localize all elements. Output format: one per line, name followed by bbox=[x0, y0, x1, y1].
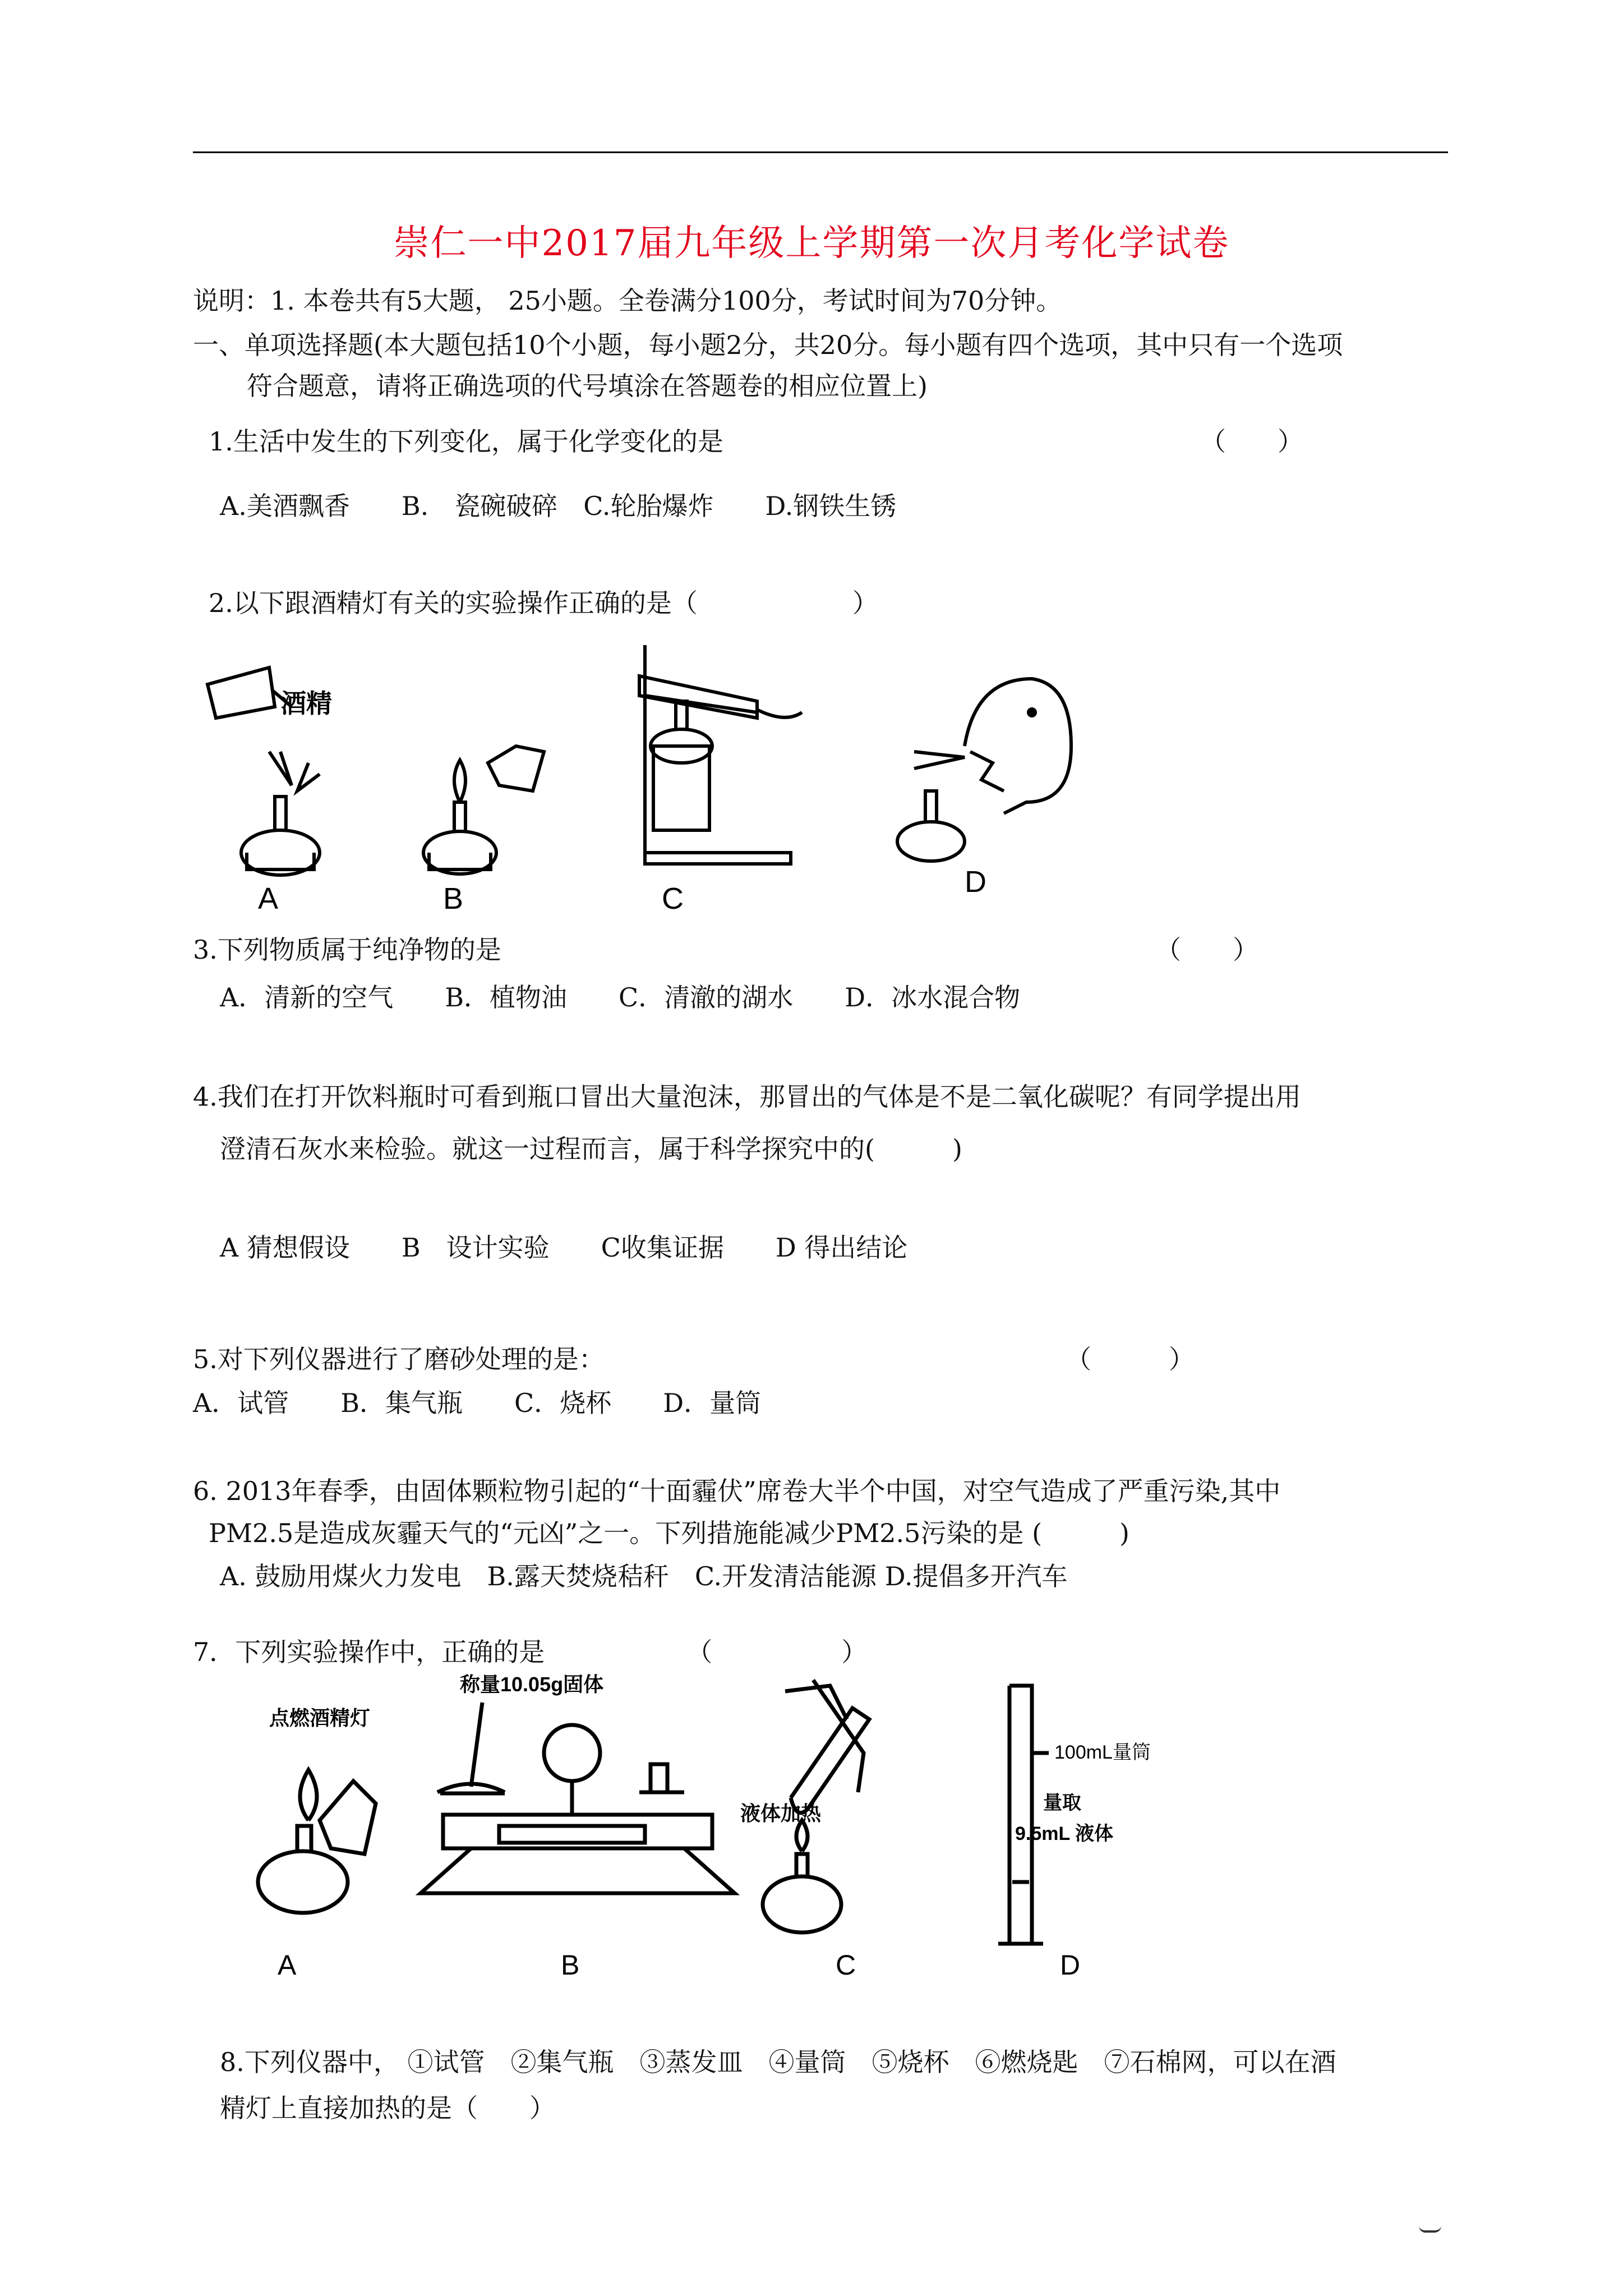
q1-stem: 1.生活中发生的下列变化，属于化学变化的是 bbox=[209, 426, 723, 457]
section-1-heading-cont: 符合题意，请将正确选项的代号填涂在答题卷的相应位置上) bbox=[247, 371, 928, 401]
q2-fig-b-label: B bbox=[443, 882, 464, 914]
q8-stem-line2: 精灯上直接加热的是（ ） bbox=[220, 2093, 555, 2123]
q4-stem-line1: 4.我们在打开饮料瓶时可看到瓶口冒出大量泡沫，那冒出的气体是不是二氧化碳呢？有同学提出用 bbox=[193, 1082, 1301, 1112]
q7-fig-weigh-label: 称量10.05g固体 bbox=[460, 1673, 604, 1696]
q1-answer-paren: （ ） bbox=[1200, 426, 1303, 457]
q2-fig-c-stand bbox=[639, 645, 802, 864]
q2-fig-alcohol-label: 酒精 bbox=[280, 689, 332, 718]
q2-fig-b-lamp bbox=[423, 746, 544, 874]
q7-fig-light-label: 点燃酒精灯 bbox=[269, 1706, 371, 1729]
q5-stem: 5.对下列仪器进行了磨砂处理的是： bbox=[193, 1344, 605, 1374]
q7-fig-take-label: 量取 bbox=[1043, 1792, 1081, 1814]
q6-stem-line2: PM2.5是造成灰霾天气的“元凶”之一。下列措施能减少PM2.5污染的是 ( ) bbox=[209, 1518, 1129, 1548]
q7-fig-c-label: C bbox=[836, 1949, 856, 1981]
q4-options: A 猜想假设 B 设计实验 C收集证据 D 得出结论 bbox=[220, 1232, 908, 1263]
q7-fig-d-label: D bbox=[1060, 1949, 1081, 1981]
q2-stem: 2.以下跟酒精灯有关的实验操作正确的是（ ） bbox=[209, 588, 878, 618]
q7-fig-a-label: A bbox=[278, 1949, 297, 1981]
q7-figure bbox=[236, 1669, 1200, 1989]
q7-fig-d-cylinder bbox=[998, 1686, 1049, 1944]
header-rule bbox=[193, 151, 1448, 153]
q7-fig-heat-label: 液体加热 bbox=[740, 1802, 822, 1825]
q2-fig-d-person bbox=[897, 679, 1071, 861]
q4-stem-line2: 澄清石灰水来检验。就这一过程而言，属于科学探究中的( ) bbox=[220, 1134, 962, 1164]
q7-fig-cylinder-label: 100mL量筒 bbox=[1054, 1742, 1151, 1763]
q7-stem: 7．下列实验操作中，正确的是 （ ） bbox=[193, 1637, 868, 1667]
q5-answer-paren: （ ） bbox=[1066, 1344, 1195, 1374]
q2-fig-d-label: D bbox=[965, 865, 986, 899]
q1-options: A.美酒飘香 B. 瓷碗破碎 C.轮胎爆炸 D.钢铁生锈 bbox=[220, 491, 897, 521]
exam-instructions: 说明：1. 本卷共有5大题， 25小题。全卷满分100分，考试时间为70分钟。 bbox=[193, 286, 1062, 316]
q3-stem: 3.下列物质属于纯净物的是 bbox=[193, 935, 501, 965]
q8-stem-line1: 8.下列仪器中， ①试管 ②集气瓶 ③蒸发皿 ④量筒 ⑤烧杯 ⑥燃烧匙 ⑦石棉网，可以在酒 bbox=[220, 2047, 1336, 2077]
q7-fig-b-label: B bbox=[561, 1949, 580, 1981]
q6-stem-line1: 6. 2013年春季，由固体颗粒物引起的“十面霾伏”席卷大半个中国，对空气造成了严重污染,其中 bbox=[193, 1476, 1281, 1506]
q7-fig-b-balance bbox=[421, 1703, 735, 1893]
q2-fig-c-label: C bbox=[662, 882, 684, 914]
page-ornament bbox=[1419, 2226, 1441, 2233]
q3-options: A．清新的空气 B．植物油 C．清澈的湖水 D．冰水混合物 bbox=[220, 982, 1021, 1013]
q7-fig-a-lamps bbox=[258, 1770, 376, 1913]
q7-fig-volume-label: 9.5mL 液体 bbox=[1015, 1823, 1114, 1844]
q2-fig-a-label: A bbox=[258, 882, 279, 914]
exam-title: 崇仁一中2017届九年级上学期第一次月考化学试卷 bbox=[393, 223, 1230, 264]
q5-options: A．试管 B．集气瓶 C．烧杯 D．量筒 bbox=[193, 1388, 762, 1418]
section-1-heading: 一、单项选择题(本大题包括10个小题，每小题2分，共20分。每小题有四个选项，其中只有一个选项 bbox=[193, 330, 1343, 360]
q3-answer-paren: （ ） bbox=[1155, 935, 1258, 965]
q2-figure bbox=[196, 634, 1094, 914]
q6-options: A. 鼓励用煤火力发电 B.露天焚烧秸秆 C.开发清洁能源 D.提倡多开汽车 bbox=[220, 1561, 1068, 1591]
